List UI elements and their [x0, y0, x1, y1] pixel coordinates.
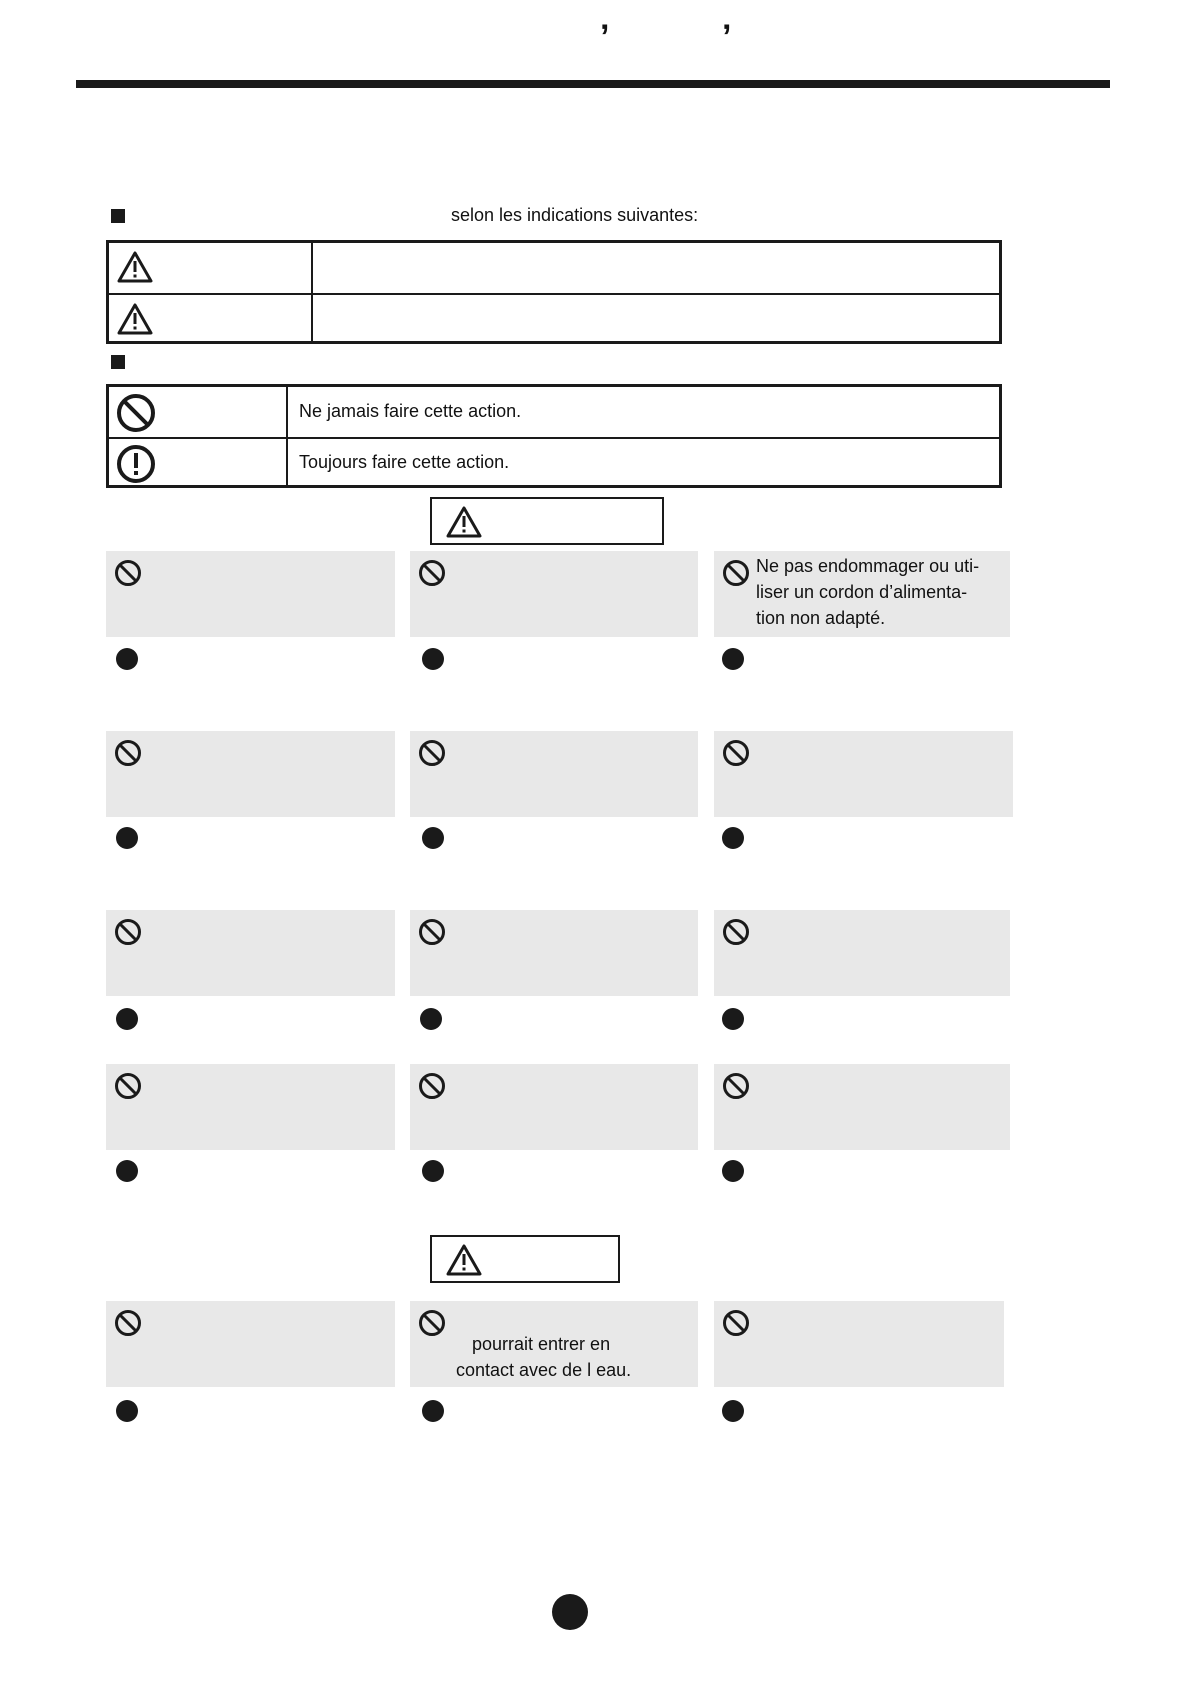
section-bullet-square — [111, 209, 125, 223]
black-dot-icon — [422, 827, 444, 849]
prohibited-icon — [114, 739, 142, 767]
caution-section-label — [430, 1235, 620, 1283]
card-line-1: pourrait entrer en — [472, 1334, 611, 1354]
warning-card — [106, 551, 395, 637]
warning-legend-table — [106, 240, 1002, 344]
warning-card — [106, 1064, 395, 1150]
card-line-1: Ne pas endommager ou uti- — [756, 556, 980, 576]
black-dot-icon — [422, 1400, 444, 1422]
black-dot-icon — [116, 827, 138, 849]
warning-card — [410, 910, 698, 996]
prohibited-icon — [418, 1072, 446, 1100]
prohibited-icon — [418, 559, 446, 587]
prohibited-icon — [418, 739, 446, 767]
warning-card — [410, 1064, 698, 1150]
caution-card — [714, 1301, 1004, 1387]
prohibited-icon — [722, 1309, 750, 1337]
card-line-2: liser un cordon d’alimenta- — [756, 582, 968, 602]
black-dot-icon — [722, 827, 744, 849]
warning-card — [410, 551, 698, 637]
never-action-text: Ne jamais faire cette action. — [299, 401, 522, 421]
warning-section-label — [430, 497, 664, 545]
header-rule — [76, 80, 1110, 88]
black-dot-icon — [422, 1160, 444, 1182]
black-dot-icon — [722, 1160, 744, 1182]
black-dot-icon — [420, 1008, 442, 1030]
black-dot-icon — [722, 1400, 744, 1422]
prohibited-icon — [114, 918, 142, 946]
legend-row-never — [109, 387, 999, 437]
black-dot-icon — [116, 1008, 138, 1030]
prohibited-icon — [722, 559, 750, 587]
prohibited-icon — [114, 559, 142, 587]
card-line-2: contact avec de l eau. — [456, 1360, 632, 1380]
warning-triangle-icon — [446, 505, 482, 539]
warning-card — [714, 910, 1010, 996]
prohibited-icon — [722, 918, 750, 946]
caution-card-water — [410, 1301, 698, 1387]
black-dot-icon — [722, 648, 744, 670]
warning-card — [410, 731, 698, 817]
legend-row-caution — [109, 293, 999, 345]
prohibited-icon — [114, 1309, 142, 1337]
intro-sentence: selon les indications suivantes: — [451, 205, 699, 225]
black-dot-icon — [116, 1160, 138, 1182]
black-dot-icon — [722, 1008, 744, 1030]
legend-row-always — [109, 437, 999, 489]
warning-card-power-cord — [714, 551, 1010, 637]
warning-triangle-icon — [446, 1243, 482, 1277]
section-bullet-square — [111, 355, 125, 369]
black-dot-icon — [116, 1400, 138, 1422]
warning-triangle-icon — [117, 302, 153, 336]
legend-row-warning — [109, 243, 999, 293]
black-dot-icon — [422, 648, 444, 670]
header-accent-marks — [600, 18, 800, 58]
accent-mark-2: ’ — [722, 18, 732, 56]
warning-triangle-icon — [117, 250, 153, 284]
exclamation-circle-icon — [116, 444, 156, 484]
prohibited-icon — [114, 1072, 142, 1100]
prohibited-icon — [722, 739, 750, 767]
prohibited-icon — [722, 1072, 750, 1100]
prohibited-icon — [418, 1309, 446, 1337]
always-action-text: Toujours faire cette action. — [299, 452, 510, 472]
black-dot-icon — [116, 648, 138, 670]
card-line-3: tion non adapté. — [756, 608, 886, 628]
warning-card — [106, 910, 395, 996]
accent-mark-1: ’ — [600, 18, 610, 56]
prohibited-icon — [418, 918, 446, 946]
page-number-dot — [552, 1594, 588, 1630]
warning-card — [714, 1064, 1010, 1150]
action-legend-table — [106, 384, 1002, 488]
warning-card — [106, 731, 395, 817]
prohibited-icon — [116, 393, 156, 433]
caution-card — [106, 1301, 395, 1387]
warning-card — [714, 731, 1013, 817]
